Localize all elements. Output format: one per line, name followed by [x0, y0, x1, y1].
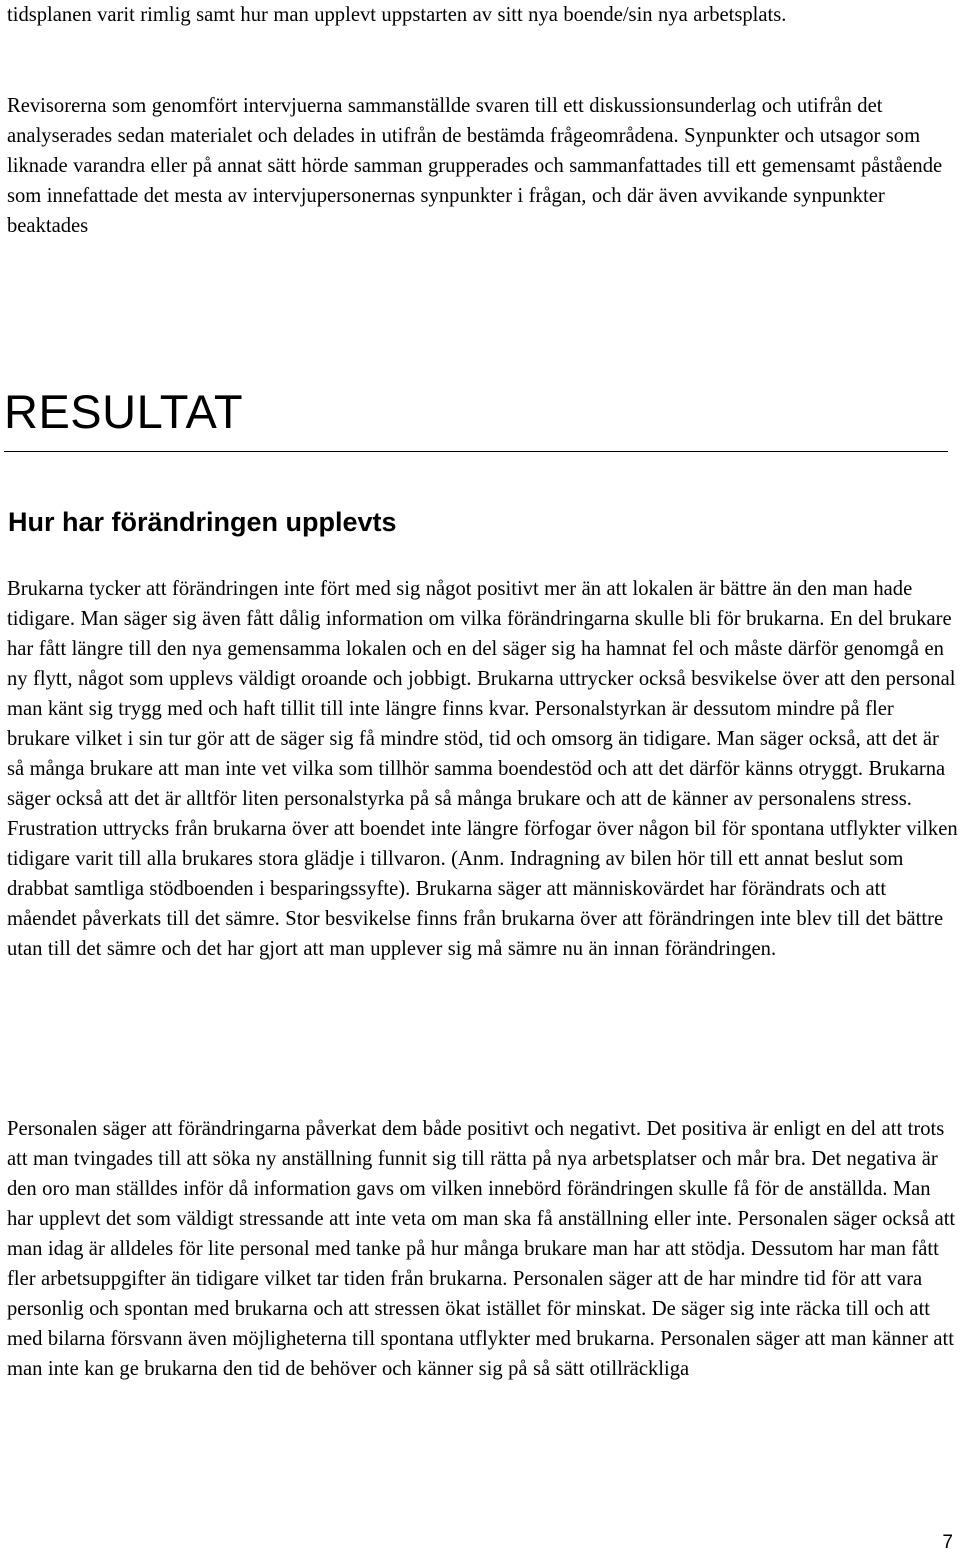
section-divider [4, 451, 948, 452]
intro-continuation-paragraph: tidsplanen varit rimlig samt hur man upplevt uppstarten av sitt nya boende/sin nya arbetsplats. [7, 4, 787, 26]
section-heading-resultat: RESULTAT [4, 385, 244, 438]
subsection-heading: Hur har förändringen upplevts [8, 507, 397, 537]
method-paragraph: Revisorerna som genomfört intervjuerna sammanställde svaren till ett diskussionsunderlag och utifrån det analyserades sedan materialet och delades in utifrån de bestämda frågeområdena. Synpunkter och utsagor som liknade varandra eller på annat sätt hörde samman grupperades och sammanfattades till ett gemensamt påstående som innefattade det mesta av intervjupersonernas synpunkter i frågan, och där även avvikande synpunkter beaktades [7, 95, 943, 237]
page-number: 7 [942, 1532, 953, 1553]
brukarna-paragraph: Brukarna tycker att förändringen inte fört med sig något positivt mer än att lokalen är bättre än den man hade tidigare. Man säger sig även fått dålig information om vilka förändringarna skulle bli för brukarna. En del brukare har fått längre till den nya gemensamma lokalen och en del säger sig ha hamnat fel och måste därför genomgå en ny flytt, något som upplevs väldigt oroande och jobbigt. Brukarna uttrycker också besvikelse över att den personal man känt sig trygg med och haft tillit till inte längre finns kvar. Personalstyrkan är dessutom mindre på fler brukare vilket i sin tur gör att de säger sig få mindre stöd, tid och omsorg än tidigare. Man säger också, att det är så många brukare att man inte vet vilka som tillhör samma boendestöd och att det därför känns otryggt. Brukarna säger också att det är alltför liten personalstyrka på så många brukare och att de känner av personalens stress. Frustration uttrycks från brukarna över att boendet inte längre förfogar över någon bil för spontana utflykter vilken tidigare varit till alla brukares stora glädje i tillvaron. (Anm. Indragning av bilen hör till ett annat beslut som drabbat samtliga stödboenden i besparingssyfte). Brukarna säger att människovärdet har förändrats och att måendet påverkats till det sämre. Stor besvikelse finns från brukarna över att förändringen inte blev till det bättre utan till det sämre och det har gjort att man upplever sig må sämre nu än innan förändringen. [7, 578, 958, 960]
personalen-paragraph: Personalen säger att förändringarna påverkat dem både positivt och negativt. Det positiva är enligt en del att trots att man tvingades till att söka ny anställning funnit sig till rätta på nya arbetsplatser och mår bra. Det negativa är den oro man ställdes inför då information gavs om vilken innebörd förändringen skulle få för de anställda. Man har upplevt det som väldigt stressande att inte veta om man ska få anställning eller inte. Personalen säger också att man idag är alldeles för lite personal med tanke på hur många brukare man har att stödja. Dessutom har man fått fler arbetsuppgifter än tidigare vilket tar tiden från brukarna. Personalen säger att de har mindre tid för att vara personlig och spontan med brukarna och att stressen ökat istället för minskat. De säger sig inte räcka till och att med bilarna försvann även möjligheterna till spontana utflykter med brukarna. Personalen säger att man känner att man inte kan ge brukarna den tid de behöver och känner sig på så sätt otillräckliga [7, 1118, 956, 1380]
